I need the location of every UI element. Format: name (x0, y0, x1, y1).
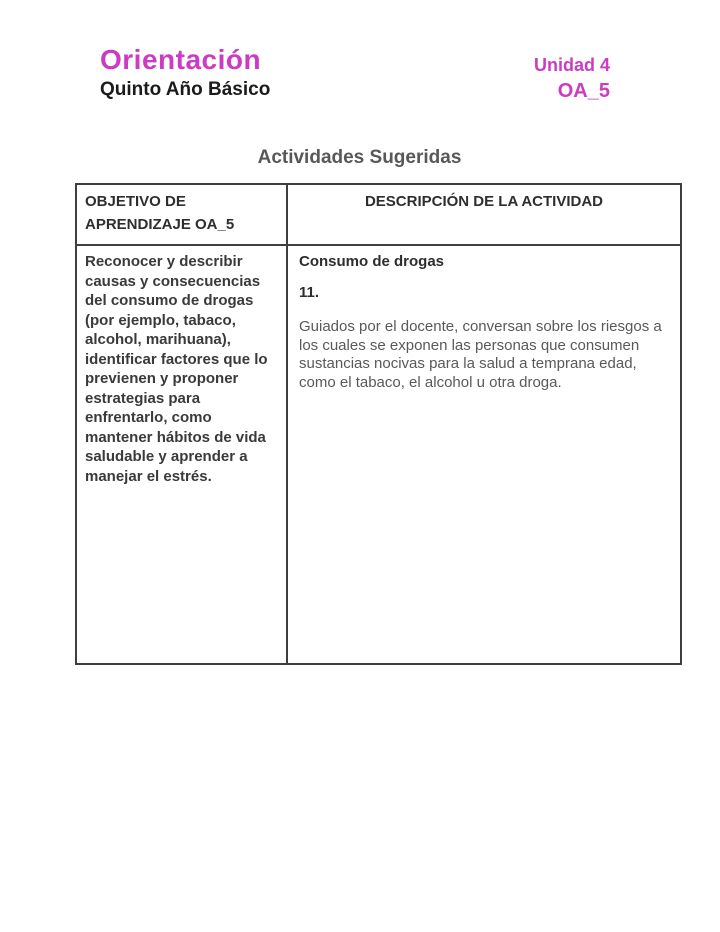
activity-content (289, 247, 679, 396)
objective-text: Reconocer y describir causas y consecuencias del consumo de drogas (por ejemplo, tabaco, alcohol, marihuana), identificar factores que lo previenen y proponer estrategias para enfrentarlo, como mantener hábitos de vida saludable y aprender a manejar el estrés. (85, 253, 268, 485)
section-title: Actividades Sugeridas (257, 147, 462, 168)
doc-header-meta (534, 52, 610, 104)
activity-number: 11. (299, 284, 320, 301)
doc-header (100, 42, 270, 102)
course-title: Orientación (100, 44, 262, 75)
objective-cell (76, 245, 287, 664)
unit-label: Unidad 4 (533, 55, 610, 75)
table-header-row (76, 184, 681, 245)
description-column-header: DESCRIPCIÓN DE LA ACTIVIDAD (287, 184, 681, 245)
objective-column-header: OBJETIVO DE APRENDIZAJE OA_5 (76, 184, 287, 245)
activity-cell (287, 245, 681, 664)
activity-body: Guiados por el docente, conversan sobre los riesgos a los cuales se exponen las personas que consumen sustancias nocivas para la salud a temprana edad, como el tabaco, el alcohol u otra droga. (299, 318, 662, 391)
activities-table (75, 183, 682, 665)
table-body-row (76, 245, 681, 664)
oa-label: OA_5 (557, 80, 610, 102)
activity-heading: Consumo de drogas (299, 253, 445, 270)
grade-subtitle: Quinto Año Básico (100, 79, 271, 100)
